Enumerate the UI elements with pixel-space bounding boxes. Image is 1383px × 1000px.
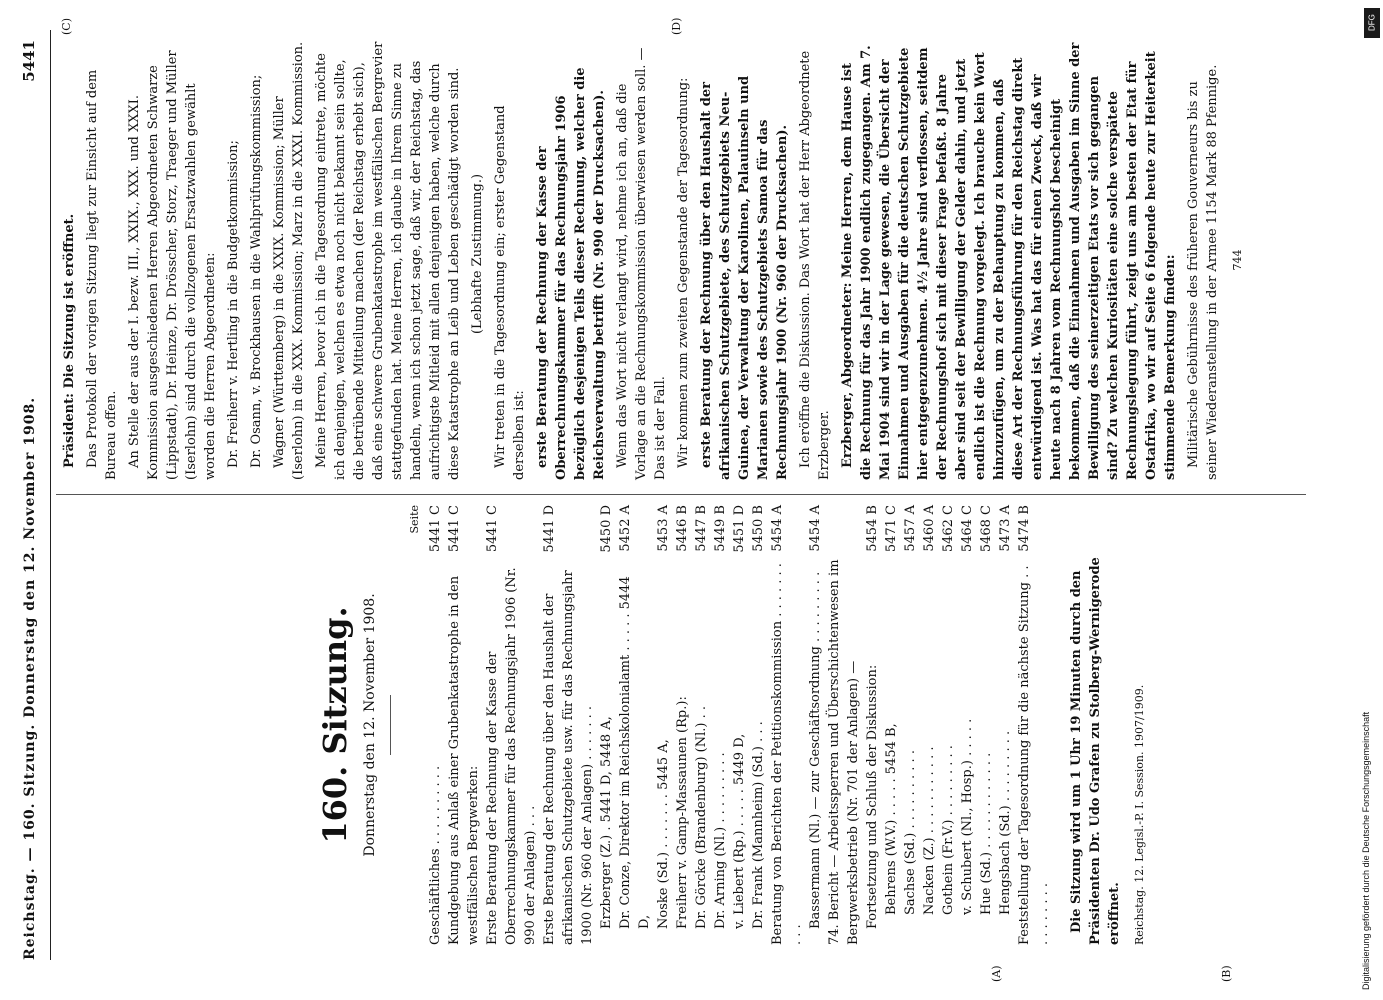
toc-entry-page: 5454 B — [865, 505, 880, 552]
toc-entry — [768, 505, 806, 945]
toc-entry-text: Bassermann (Nl.) — zur Geschäftsordnung . . . . . . . . . — [808, 571, 823, 929]
toc-entry-text: Gothein (Fr.V.) . . . . . . . . . — [941, 745, 956, 915]
header-page-number: 5441 — [20, 40, 38, 82]
toc-entry-page: 5450 B — [751, 505, 766, 552]
toc-entry-page: 5451 D — [732, 505, 747, 553]
margin-mark-c: (C) — [60, 18, 73, 35]
paragraph: Das Protokoll der vorigen Sitzung liegt zur Einsicht auf dem Bureau offen. — [85, 69, 119, 480]
paragraph: erste Beratung der Rechnung über den Haushalt der afrikanischen Schutzgebiete, des Schutzgebiets Neu-Guinea, der Verwaltung der Karolinen, Palauinseln und Marianen sowie des Schutzgebiets Samoa für das Rechnungsjahr 1900 (Nr. 960 der Drucksachen). — [699, 75, 790, 480]
toc-entry-text: Noske (Sd.) . . . . . . . 5445 A, — [656, 739, 671, 929]
toc-entry-page: 5454 A — [808, 505, 823, 552]
toc-entry — [977, 505, 996, 945]
paragraph: Militärische Gebührnisse des früheren Gouverneurs bis zu seiner Wiederanstellung in der Armee 1154 Mark 88 Pfennige. — [1186, 64, 1220, 480]
paragraph: Wir treten in die Tagesordnung ein; erster Gegenstand derselben ist: — [493, 105, 527, 480]
toc-entry — [426, 505, 445, 945]
toc-entry-page: 5449 B — [713, 505, 728, 552]
toc-entry-page: 5471 C — [884, 505, 899, 553]
toc-entry-text: Erste Beratung der Rechnung über den Haushalt der afrikanischen Schutzgebiete usw. für das Rechnungsjahr 1900 (Nr. 960 der Anlagen) . . . . . . . — [542, 570, 595, 945]
paragraph: Dr. Osann, v. Brockhausen in die Wahlprüfungskommission; — [249, 74, 264, 468]
header-rule — [50, 30, 51, 960]
margin-mark-b: (B) — [1220, 965, 1233, 982]
toc-entry — [863, 505, 882, 945]
toc-entry-page: 5452 A — [618, 505, 633, 552]
paragraph: Wenn das Wort nicht verlangt wird, nehme ich an, daß die Vorlage an die Rechnungskommission überwiesen werden soll. — Das ist der Fall. — [615, 47, 668, 480]
opening-statement: Die Sitzung wird um 1 Uhr 19 Minuten durch den Präsidenten Dr. Udo Grafen zu Stolberg-Wernigerode eröffnet. — [1069, 557, 1122, 945]
paragraph: Präsident: Die Sitzung ist eröffnet. — [62, 213, 77, 468]
session-title: 160. Sitzung. — [316, 606, 354, 844]
toc-entry — [445, 505, 483, 945]
margin-mark-a: (A) — [990, 965, 1003, 982]
table-of-contents — [426, 505, 1053, 945]
toc-entry-page: 5464 C — [960, 505, 975, 553]
toc-entry — [616, 505, 654, 945]
toc-entry-page: 5473 A — [998, 505, 1013, 552]
toc-entry — [901, 505, 920, 945]
toc-entry-text: Fortsetzung und Schluß der Diskussion: — [865, 664, 880, 929]
toc-entry-text: Nacken (Z.) . . . . . . . . . . . — [922, 746, 937, 915]
short-rule — [390, 695, 391, 755]
toc-entry-text: Dr. Görcke (Brandenburg) (Nl.) . . — [694, 705, 709, 929]
toc-entry — [597, 505, 616, 945]
paragraph: Ich eröffne die Diskussion. Das Wort hat der Herr Abgeordnete Erzberger. — [798, 50, 832, 480]
toc-entry — [920, 505, 939, 945]
page-column-label: Seite — [408, 505, 421, 534]
toc-entry — [939, 505, 958, 945]
toc-entry-page: 5441 C — [447, 505, 462, 553]
proceedings-text — [60, 40, 1222, 480]
footer-session: Reichstag. 12. Legisl.-P. I. Session. 1907/1909. — [1133, 684, 1146, 945]
margin-mark-d: (D) — [670, 17, 683, 35]
toc-entry-text: Geschäftliches . . . . . . . . . . — [428, 765, 443, 945]
toc-entry-page: 5460 A — [922, 505, 937, 552]
toc-entry — [1015, 505, 1053, 945]
funding-note: Digitalisierung gefördert durch die Deutsche Forschungsgemeinschaft — [1361, 711, 1371, 990]
toc-entry-text: Sachse (Sd.) . . . . . . . . . . — [903, 750, 918, 915]
toc-entry-text: 74. Bericht — Arbeitssperren und Überschichtenwesen im Bergwerksbetrieb (Nr. 701 der Anlagen) — — [827, 559, 861, 945]
toc-entry-text: v. Liebert (Rp.) . . . . . 5449 D, — [732, 733, 747, 929]
toc-entry-text: Feststellung der Tagesordnung für die nächste Sitzung . . . . . . . . . . — [1017, 565, 1051, 945]
toc-entry — [711, 505, 730, 945]
left-column — [60, 505, 1149, 945]
paragraph: Dr. Freiherr v. Hertling in die Budgetkommission; — [226, 140, 241, 468]
toc-entry — [825, 505, 863, 945]
toc-entry-page: 5474 B — [1017, 505, 1032, 552]
toc-entry-text: Erzberger (Z.) . 5441 D, 5448 A, — [599, 716, 614, 929]
toc-entry-page: 5446 B — [675, 505, 690, 552]
toc-entry-page: 5453 A — [656, 505, 671, 552]
toc-entry-page: 5441 D — [542, 505, 557, 553]
session-date: Donnerstag den 12. November 1908. — [362, 593, 378, 857]
toc-entry-text: Behrens (W.V.) . . . . . 5454 B, — [884, 723, 899, 915]
toc-entry-text: Erste Beratung der Rechnung der Kasse der Oberrechnungskammer für das Rechnungsjahr 1906 (Nr. 990 der Anlagen) . . . — [485, 567, 538, 945]
paragraph: Erzberger, Abgeordneter: Meine Herren, dem Hause ist die Rechnung für das Jahr 1900 endlich zugegangen. Am 7. Mai 1904 sind wir in der Lage gewesen, die Übersicht der Einnahmen und Ausgaben für die deutschen Schutzgebiete hier entgegenzunehmen. 4½ Jahre sind verflossen, seitdem der Rechnungshof sich mit dieser Frage befaßt. 8 Jahre aber sind seit der Bewilligung der Gelder dahin, und jetzt endlich ist die Rechnung vorgelegt. Ich brauche kein Wort hinzuzufügen, um zu der Behauptung zu kommen, daß diese Art der Rechnungsführung für den Reichstag direkt entwürdigend ist. Was hat das für einen Zweck, daß wir heute nach 8 Jahren vom Rechnungshof bescheinigt bekommen, daß die Einnahmen und Ausgaben im Sinne der Bewilligung des seinerzeitigen Etats vor sich gegangen sind? Zu welchen Kuriositäten eine solche verspätete Rechnungslegung führt, zeigt uns am besten der Etat für Ostafrika, wo wir auf Seite 6 folgende heute zur Heiterkeit stimmende Bemerkung finden: — [840, 42, 1178, 480]
toc-entry — [882, 505, 901, 945]
toc-entry-page: 5457 A — [903, 505, 918, 552]
dfg-logo: DFG — [1364, 8, 1380, 38]
page-note: 744 — [1231, 249, 1244, 271]
toc-entry — [958, 505, 977, 945]
paragraph: Wir kommen zum zweiten Gegenstande der Tagesordnung: — [676, 77, 691, 468]
toc-entry-page: 5441 C — [485, 505, 500, 553]
toc-entry-text: Hengsbach (Sd.) . . . . . . . . . — [998, 730, 1013, 915]
right-column — [60, 40, 1247, 480]
toc-entry-text: Hue (Sd.) . . . . . . . . . . . . — [979, 752, 994, 915]
toc-entry — [806, 505, 825, 945]
toc-entry-text: Dr. Conze, Direktor im Reichskolonialamt . . . . . 5444 D, — [618, 576, 652, 929]
toc-entry-page: 5468 C — [979, 505, 994, 553]
toc-entry — [540, 505, 597, 945]
column-divider — [56, 494, 1306, 495]
paragraph: Wagner (Württemberg) in die XXIX. Kommission; Müller (Iserlohn) in die XXX. Kommission; Marz in die XXXI. Kommission. — [272, 41, 306, 480]
paragraph: erste Beratung der Rechnung der Kasse der Oberrechnungskammer für das Rechnungsjahr 1906 bezüglich desjenigen Teils dieser Rechnung, welcher die Reichsverwaltung betrifft (Nr. 990 der Drucksachen). — [535, 67, 607, 480]
toc-entry-page: 5441 C — [428, 505, 443, 553]
toc-entry — [730, 505, 749, 945]
toc-entry-text: Kundgebung aus Anlaß einer Grubenkatastrophe in den westfälischen Bergwerken: — [447, 575, 481, 945]
toc-entry-page: 5454 A — [770, 505, 785, 552]
toc-entry-page: 5450 D — [599, 505, 614, 553]
toc-entry-text: Beratung von Berichten der Petitionskommission . . . . . . . . . . — [770, 563, 804, 945]
paragraph: (Lebhafte Zustimmung.) — [470, 173, 485, 335]
page-header — [12, 40, 52, 960]
toc-entry-text: Dr. Frank (Mannheim) (Sd.) . . . — [751, 721, 766, 929]
toc-entry — [996, 505, 1015, 945]
toc-entry — [749, 505, 768, 945]
toc-entry — [483, 505, 540, 945]
paragraph: An Stelle der aus der I. bezw. III., XXIX., XXX. und XXXI. Kommission ausgeschiedenen Herren Abgeordneten Schwarze (Lippstadt), Dr. Heinze, Dr. Drösscher, Storz, Traeger und Müller (Iserlohn) sind durch die vollzogenen Ersatzwahlen gewählt worden die Herren Abgeordneten: — [127, 50, 218, 480]
header-left: Reichstag. — 160. Sitzung. Donnerstag den 12. November 1908. — [22, 396, 38, 960]
toc-entry-page: 5462 C — [941, 505, 956, 553]
toc-entry-text: v. Schubert (Nl., Hosp.) . . . . . — [960, 718, 975, 915]
toc-entry — [654, 505, 673, 945]
toc-entry — [673, 505, 692, 945]
toc-entry-text: Freiherr v. Gamp-Massaunen (Rp.): — [675, 696, 690, 929]
paragraph: Meine Herren, bevor ich in die Tagesordnung eintrete, möchte ich denjenigen, welchen es etwa noch nicht bekannt sein sollte, die betrübende Mitteilung machen (der Reichstag erhebt sich), daß eine schwere Grubenkatastrophe im westfälischen Bergrevier stattgefunden hat. Meine Herren, ich glaube in Ihrem Sinne zu handeln, wenn ich schon jetzt sage, daß wir, der Reichstag, das aufrichtigste Mitleid mit allen denjenigen haben, welche durch diese Katastrophe an Leib und Leben geschädigt worden sind. — [314, 41, 462, 480]
toc-entry-page: 5447 B — [694, 505, 709, 552]
toc-entry — [692, 505, 711, 945]
toc-entry-text: Dr. Arning (Nl.) . . . . . . . . . — [713, 752, 728, 929]
